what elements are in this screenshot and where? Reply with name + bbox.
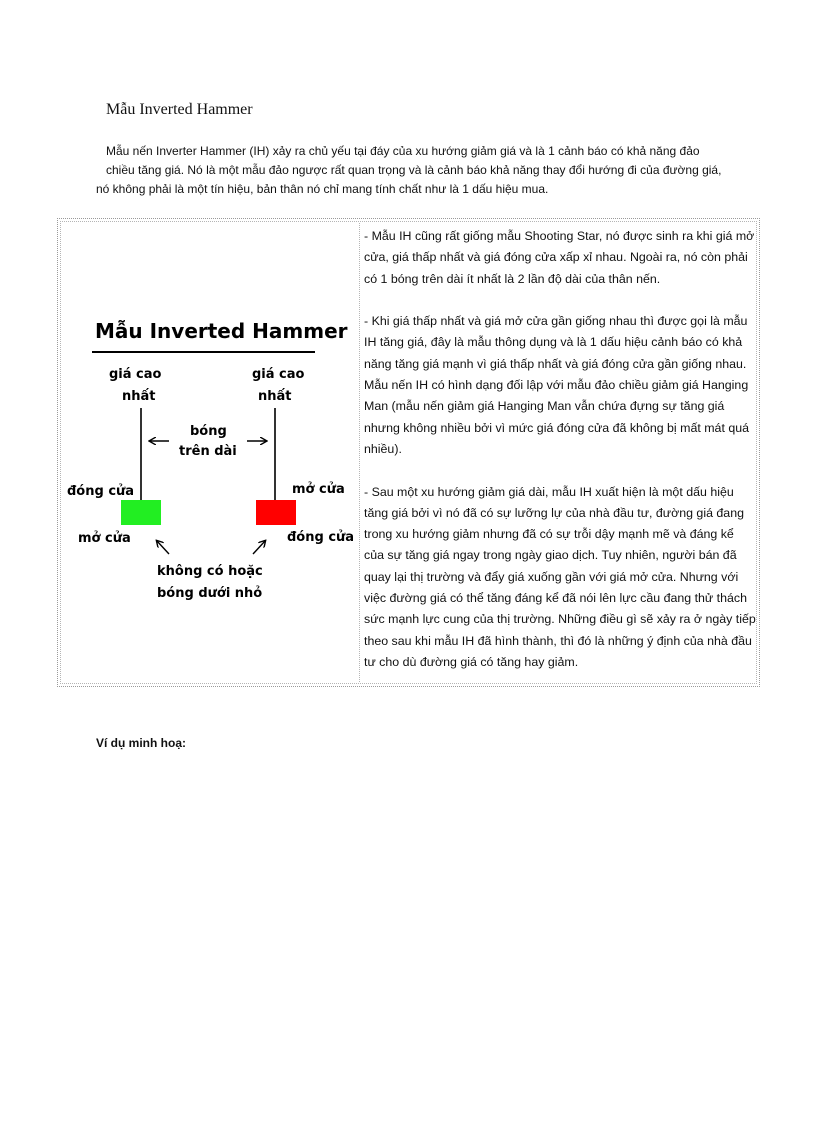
label-shadow-2: trên dài [179,444,237,459]
intro-line-2: chiều tăng giá. Nó là một mẫu đảo ngược rất quan trọng và là cảnh báo khả năng thay đổi hướng đi của đường giá, [106,163,722,177]
label-high-left-1: giá cao [109,367,162,382]
label-lower-shadow-1: không có hoặc [157,564,263,579]
description-paragraph-3: - Sau một xu hướng giảm giá dài, mẫu IH xuất hiện là một dấu hiệu tăng giá bởi vì nó đã có sự lưỡng lự của nhà đầu tư, đường giá đang trong xu hướng giảm nhưng đã có sự trỗi dậy mạnh mẽ và đáng kể của sự tăng giá ngay trong ngày giao dịch. Tuy nhiên, người bán đã quay lại thị trường và đẩy giá xuống gần với giá mở cửa. Nhưng với việc đường giá có thể tăng đáng kể đã nói lên lực cầu đang thử thách sức mạnh lực cung của thị trường. Những điều gì sẽ xảy ra ở ngày tiếp theo sau khi mẫu IH đã hình thành, thì đó là những ý định của nhà đầu tư cho dù đường giá có tăng hay giảm. [364,484,756,669]
page-title: Mẫu Inverted Hammer [106,101,253,118]
label-open-left: mở cửa [78,531,131,546]
description-paragraph-2: - Khi giá thấp nhất và giá mở cửa gần giống nhau thì được gọi là mẫu IH tăng giá, đây là mẫu thông dụng và là 1 dấu hiệu cảnh báo có khả năng tăng giá mạnh vì giá thấp nhất và giá đóng cửa gần giống nhau. Mẫu nến IH có hình dạng đối lập với mẫu đảo chiều giảm giá Hanging Man (mẫu nến giảm giá Hanging Man vẫn chứa đựng sự tăng giá nhưng không nhiều bởi vì mức giá đóng cửa đã không bị mất mát quá nhiều). [364,314,749,456]
label-high-left-2: nhất [122,389,156,404]
intro-paragraph [96,142,736,199]
arrow-lower-left [157,541,169,554]
intro-line-1: Mẫu nến Inverter Hammer (IH) xảy ra chủ yếu tại đáy của xu hướng giảm giá và là 1 cảnh báo có khả năng đảo [106,144,700,158]
diagram-title: Mẫu Inverted Hammer [95,319,348,343]
arrow-lower-right [253,541,265,554]
label-close-right: đóng cửa [287,530,355,545]
label-high-right-2: nhất [258,389,292,404]
example-heading: Ví dụ minh hoạ: [96,736,186,750]
content-table [57,218,760,687]
description-cell [364,226,756,695]
description-paragraph-1: - Mẫu IH cũng rất giống mẫu Shooting Star, nó được sinh ra khi giá mở cửa, giá thấp nhất và giá đóng cửa xấp xỉ nhau. Ngoài ra, nó còn phải có 1 bóng trên dài ít nhất là 2 lần độ dài của thân nến. [364,229,755,286]
label-close-left: đóng cửa [67,484,135,499]
bearish-candle-body [256,500,296,525]
inverted-hammer-diagram [62,223,359,684]
label-shadow-1: bóng [190,424,227,439]
label-lower-shadow-2: bóng dưới nhỏ [157,586,263,601]
label-high-right-1: giá cao [252,367,305,382]
intro-line-3: nó không phải là một tín hiệu, bản thân nó chỉ mang tính chất như là 1 dấu hiệu mua. [96,182,549,196]
diagram-cell [62,223,360,682]
bullish-candle-body [121,500,161,525]
label-open-right: mở cửa [292,482,345,497]
